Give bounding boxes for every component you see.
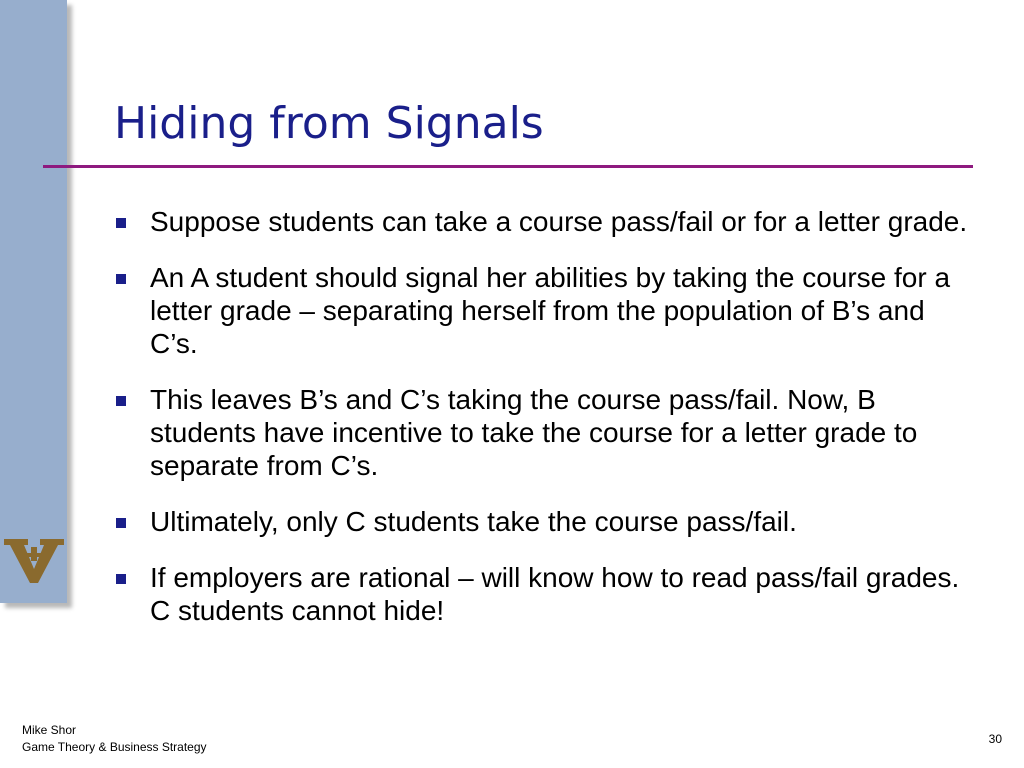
square-bullet-icon [116, 274, 126, 284]
bullet-text: Suppose students can take a course pass/fail or for a letter grade. [150, 206, 968, 237]
bullet-list [112, 205, 972, 650]
bullet-item [112, 261, 972, 360]
bullet-item [112, 505, 972, 538]
bullet-item [112, 205, 972, 238]
square-bullet-icon [116, 574, 126, 584]
bullet-item [112, 561, 972, 627]
bullet-text: An A student should signal her abilities by taking the course for a letter grade – separating herself from the population of B’s and C’s. [150, 262, 951, 359]
square-bullet-icon [116, 218, 126, 228]
bullet-text: This leaves B’s and C’s taking the course pass/fail. Now, B students have incentive to take the course for a letter grade to separate from C’s. [150, 384, 918, 481]
footer-author: Mike Shor [22, 723, 77, 737]
footer-credits [22, 722, 207, 756]
page-number: 30 [988, 732, 1002, 746]
square-bullet-icon [116, 518, 126, 528]
bullet-text: If employers are rational – will know how to read pass/fail grades. C students cannot hide! [150, 562, 960, 626]
title-divider [43, 165, 973, 168]
square-bullet-icon [116, 396, 126, 406]
vanderbilt-v-logo-icon [4, 535, 64, 585]
footer-course: Game Theory & Business Strategy [22, 740, 207, 754]
sidebar-band [0, 0, 67, 603]
slide-title: Hiding from Signals [114, 98, 544, 149]
bullet-item [112, 383, 972, 482]
bullet-text: Ultimately, only C students take the course pass/fail. [150, 506, 797, 537]
